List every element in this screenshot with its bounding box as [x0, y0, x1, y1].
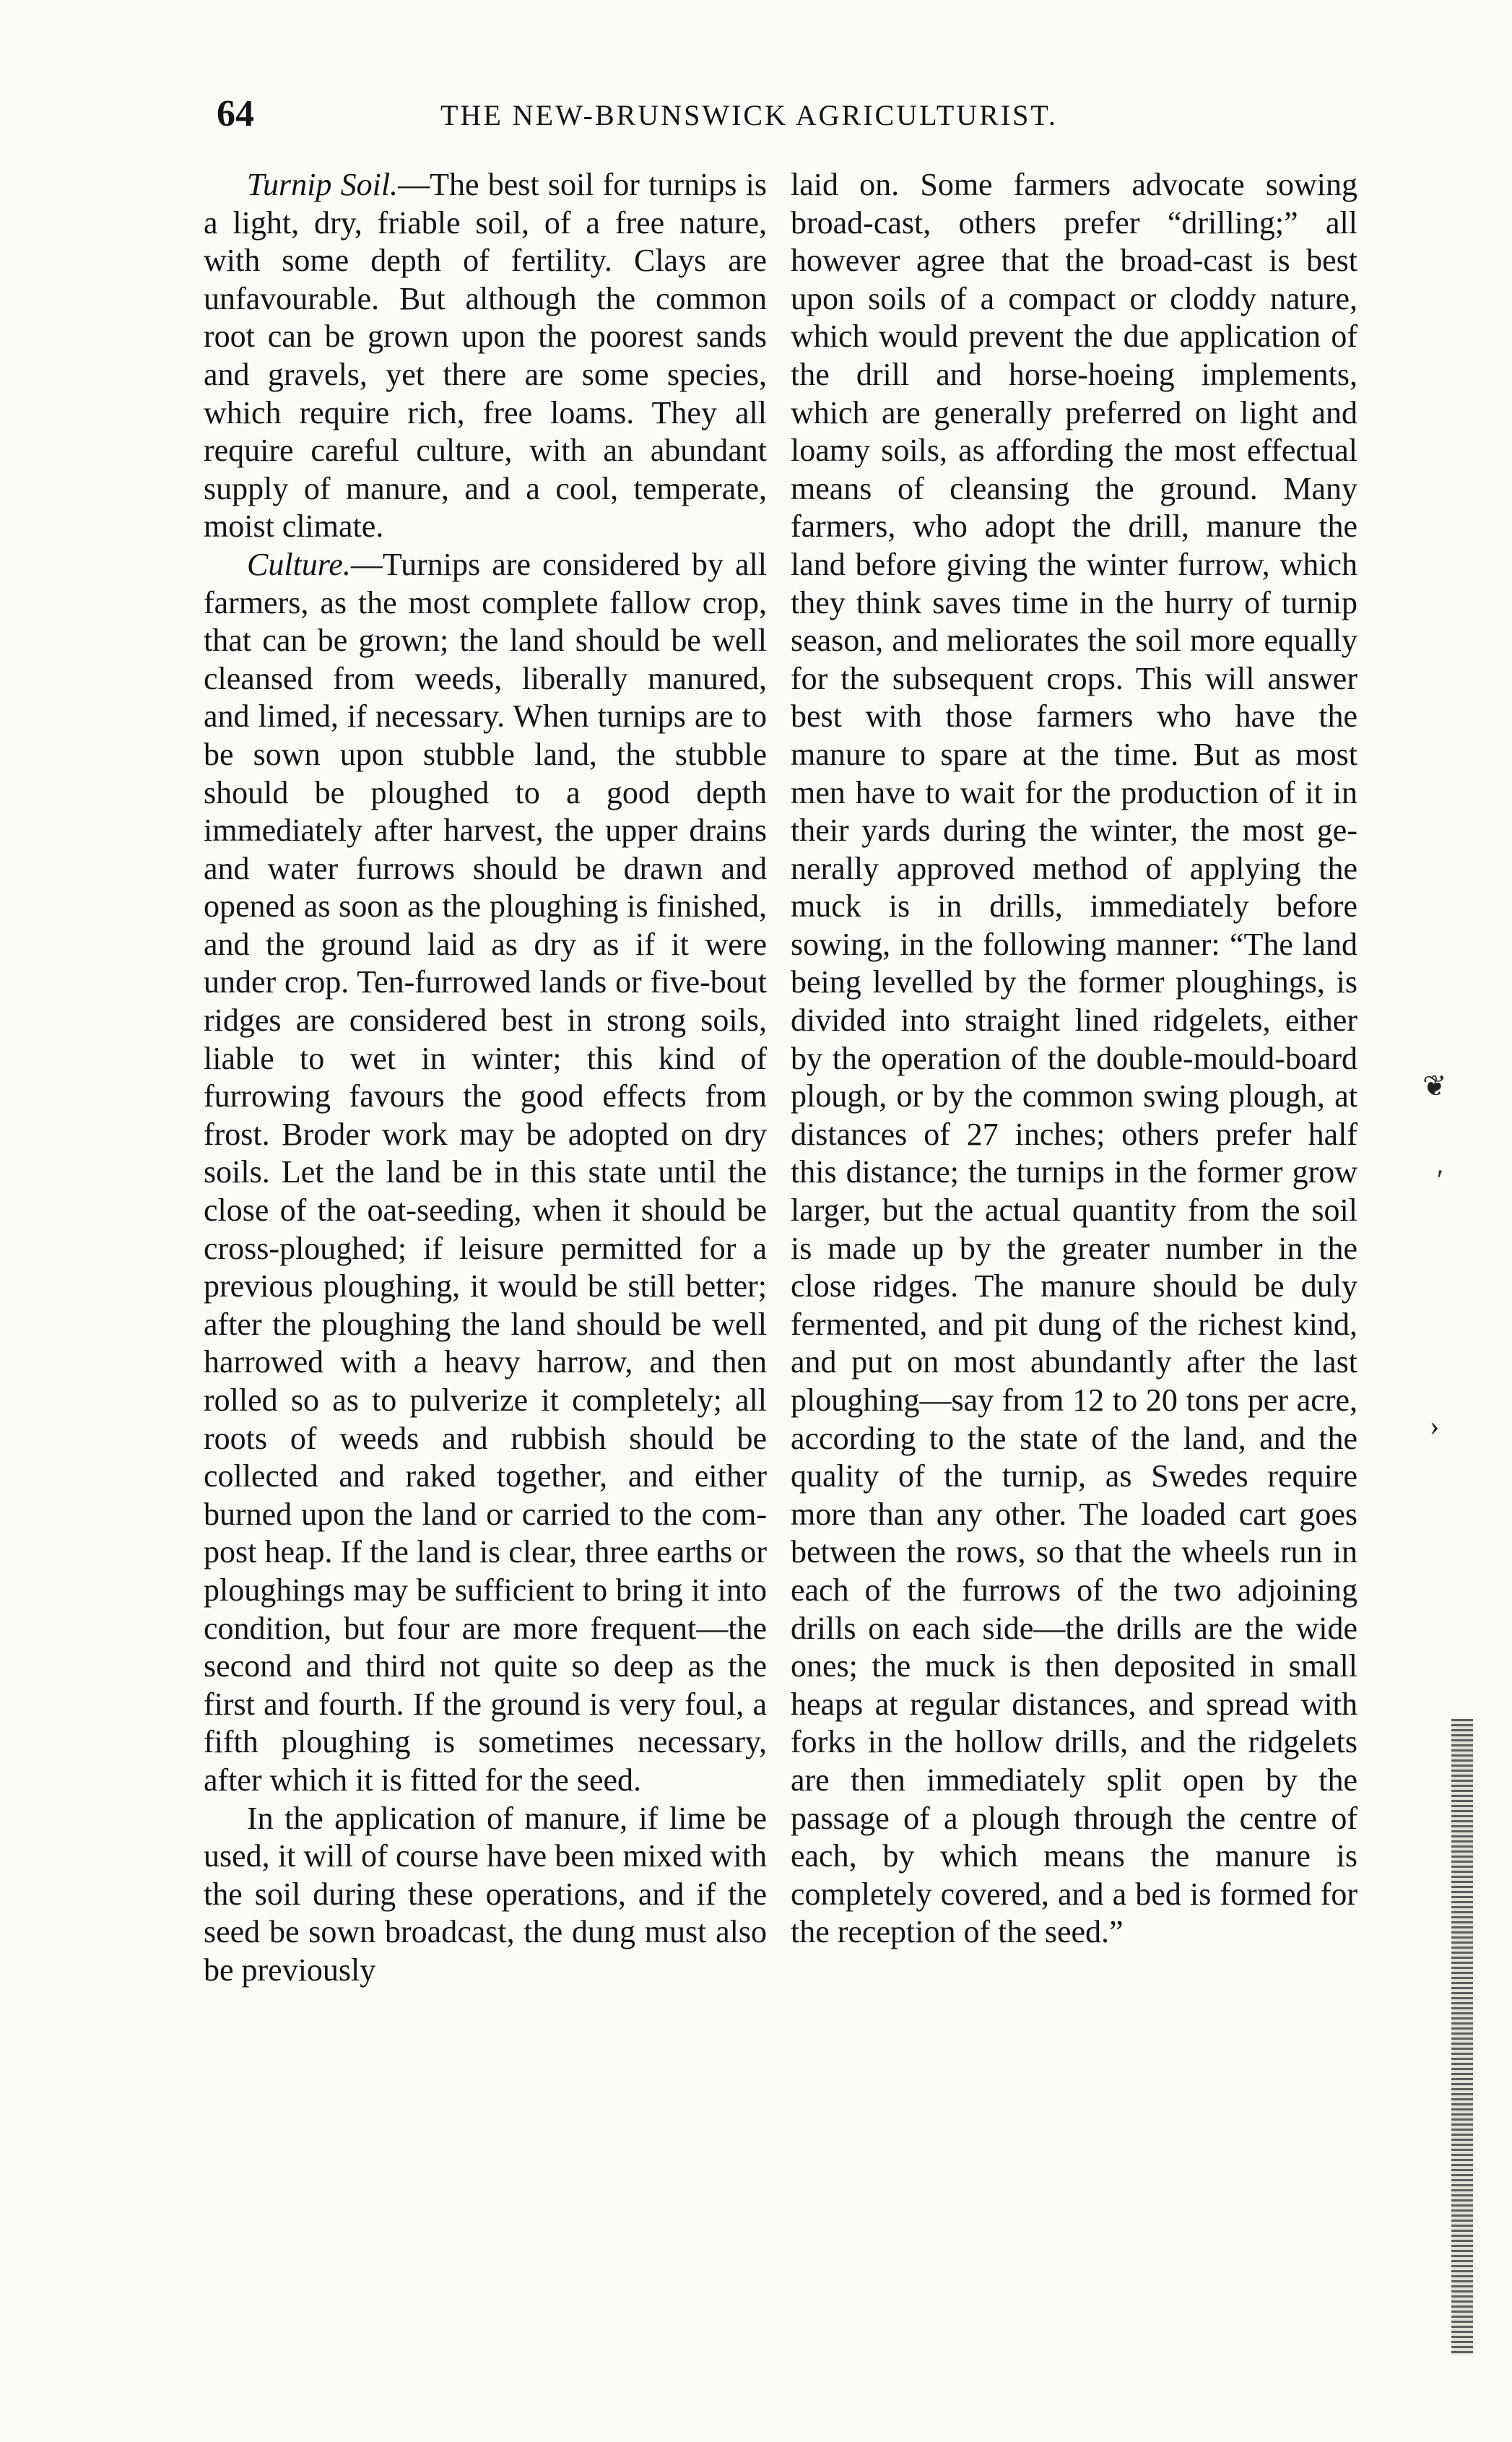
- page-number: 64: [217, 93, 254, 134]
- left-column: [204, 166, 767, 1990]
- binding-edge: [1451, 1719, 1473, 2355]
- running-title: THE NEW-BRUNSWICK AGRICULTURIST.: [440, 99, 1058, 131]
- paragraph-culture: [204, 546, 767, 1800]
- right-column: [791, 166, 1357, 1952]
- heading-culture: Culture.: [247, 546, 351, 582]
- text-turnip-soil: —The best soil for turnips is a light, dry, friable soil, of a free nature, with some depth of fertility. Clays are unfavourable. But although the common root can be grown upon the poorest sands and gravels, yet there are some species, which require rich, free loams. They all require careful culture, with an abundant supply of manure, and a cool, temperate, moist climate.: [204, 167, 767, 545]
- paragraph-drilling: laid on. Some farmers advocate sowing broad-cast, others prefer “drilling;” all however agree that the broad-cast is best upon soils of a compact or cloddy nature, which would prevent the due application of the drill and horse-hoeing implements, which are generally preferred on light and loamy soils, as affording the most effectual means of cleansing the ground. Many farmers, who adopt the drill, manure the land before giving the winter furrow, which they think saves time in the hurry of turnip season, and meliorates the soil more equally for the subsequent crops. This will answer best with those farmers who have the manure to spare at the time. But as most men have to wait for the production of it in their yards during the winter, the most generally approved method of applying the muck is in drills, immediately before sowing, in the following manner: “The land being levelled by the former ploughings, is divided into straight lined ridgelets, either by the operation of the double-mould-board plough, or by the common swing plough, at distances of 27 inches; others prefer half this distance; the turnips in the former grow larger, but the actual quantity from the soil is made up by the greater number in the close ridges. The manure should be duly fermented, and pit dung of the richest kind, and put on most abundantly after the last ploughing—say from 12 to 20 tons per acre, according to the state of the land, and the quality of the turnip, as Swedes require more than any other. The loaded cart goes between the rows, so that the wheels run in each of the furrows of the two adjoining drills on each side—the drills are the wide ones; the muck is then deposited in small heaps at regular distances, and spread with forks in the hollow drills, and the ridgelets are then immediately split open by the passage of a plough through the centre of each, by which means the manure is completely covered, and a bed is formed for the reception of the seed.”: [791, 167, 1357, 1950]
- paragraph-manure: In the application of manure, if lime be used, it will of course have been mixed with the soil during these operations, and if the seed be sown broadcast, the dung must also be previously: [204, 1800, 767, 1988]
- heading-turnip-soil: Turnip Soil.: [247, 167, 399, 202]
- text-culture: —Turnips are considered by all farmers, as the most complete fallow crop, that can be grown; the land should be well cleansed from weeds, liberally manured, and limed, if necessary. When turnips are to be sown upon stubble land, the stubble should be ploughed to a good depth immediately after harvest, the upper drains and water furrows should be drawn and opened as soon as the ploughing is finished, and the ground laid as dry as if it were under crop. Ten-furrowed lands or five-bout ridges are considered best in strong soils, liable to wet in winter; this kind of furrowing favours the good effects from frost. Broder work may be adopted on dry soils. Let the land be in this state until the close of the oat-seeding, when it should be cross-ploughed; if leisure permitted for a previous ploughing, it would be still better; after the ploughing the land should be well harrowed with a heavy harrow, and then rolled so as to pulverize it completely; all roots of weeds and rubbish should be collected and raked together, and either burned upon the land or carried to the compost heap. If the land is clear, three earths or ploughings may be sufficient to bring it into condition, but four are more frequent—the second and third not quite so deep as the first and fourth. If the ground is very foul, a fifth ploughing is sometimes necessary, after which it is fitted for the seed.: [204, 546, 767, 1798]
- tick-mark-icon: ′: [1437, 1164, 1443, 1196]
- angle-mark-icon: ›: [1430, 1409, 1440, 1442]
- paragraph-turnip-soil: [204, 166, 767, 546]
- page-header: [217, 92, 1264, 143]
- ink-blot-icon: ❦: [1422, 1070, 1447, 1102]
